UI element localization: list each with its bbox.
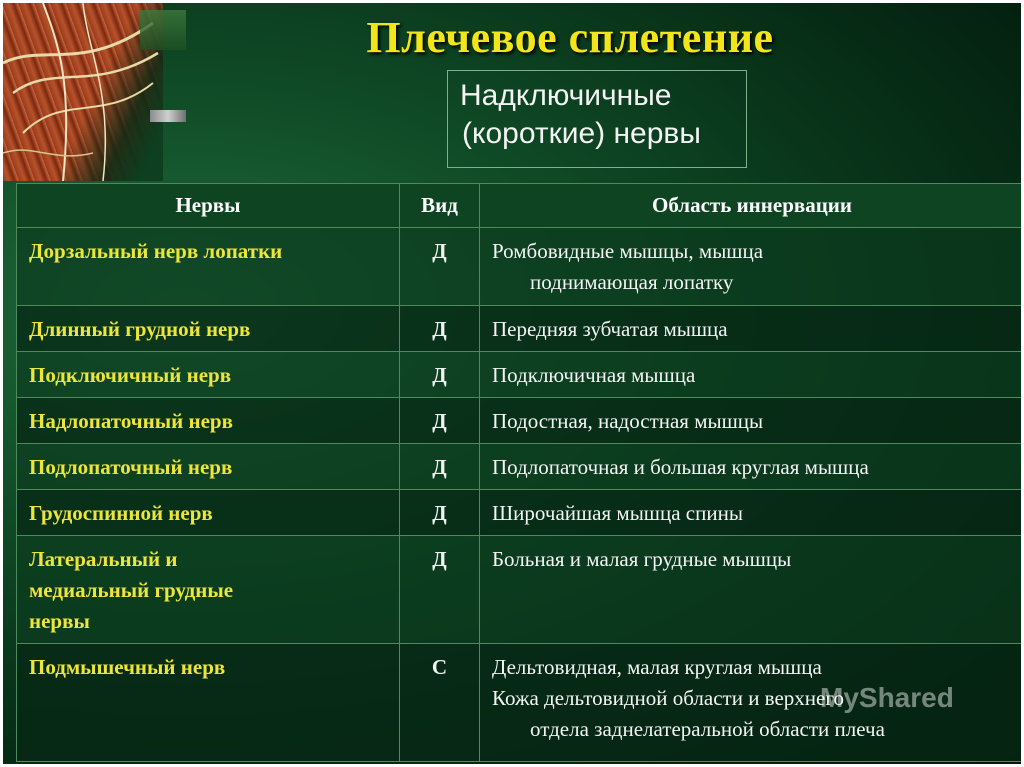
- innervation-area-line: Ромбовидные мышцы, мышца: [492, 239, 764, 263]
- nerve-name-line: Латеральный и: [29, 547, 178, 571]
- nerve-kind-cell: С: [400, 644, 480, 762]
- innervation-area-line: отдела заднелатеральной области плеча: [530, 717, 885, 741]
- innervation-area-line: Подлопаточная и большая круглая мышца: [492, 455, 869, 479]
- innervation-area-line: Широчайшая мышца спины: [492, 501, 743, 525]
- table-row: [17, 306, 1024, 352]
- nerve-name-cell: [17, 490, 400, 536]
- nerve-kind-cell: Д: [400, 306, 480, 352]
- innervation-area-line: Дельтовидная, малая круглая мышца: [492, 655, 822, 679]
- innervation-area-line: Кожа дельтовидной области и верхнего: [492, 686, 844, 710]
- table-row: [17, 228, 1024, 306]
- innervation-area-cell: [480, 306, 1024, 352]
- innervation-area-cell: [480, 444, 1024, 490]
- nerve-name-cell: [17, 644, 400, 762]
- header-kind: Вид: [400, 184, 480, 228]
- table-row: [17, 444, 1024, 490]
- innervation-area-line: Передняя зубчатая мышца: [492, 317, 728, 341]
- nerve-name-cell: [17, 536, 400, 644]
- watermark: MyShared: [820, 682, 954, 713]
- table-row: [17, 352, 1024, 398]
- nerve-illustration: [3, 3, 163, 181]
- nerve-name-cell: [17, 398, 400, 444]
- nerve-name-line: Подмышечный нерв: [29, 655, 226, 679]
- innervation-area-cell: [480, 398, 1024, 444]
- nerve-name-line: Грудоспинной нерв: [29, 501, 213, 525]
- table-row: [17, 398, 1024, 444]
- table-header-row: [17, 184, 1024, 228]
- nerve-name-line: Подключичный нерв: [29, 363, 232, 387]
- header-area: Область иннервации: [480, 184, 1024, 228]
- innervation-area-cell: [480, 352, 1024, 398]
- nerve-name-line: Надлопаточный нерв: [29, 409, 233, 433]
- header-nerves: Нервы: [17, 184, 400, 228]
- nerve-name-cell: [17, 228, 400, 306]
- nerve-name-cell: [17, 352, 400, 398]
- subtitle-line-1: Надключичные: [460, 79, 672, 112]
- nerve-name-line: Дорзальный нерв лопатки: [29, 239, 283, 263]
- nerve-kind-cell: Д: [400, 444, 480, 490]
- nerve-name-line: медиальный грудные: [29, 578, 234, 602]
- innervation-area-line: поднимающая лопатку: [530, 270, 734, 294]
- nerve-kind-cell: Д: [400, 536, 480, 644]
- nerves-table: [16, 183, 1024, 762]
- innervation-area-line: Подостная, надостная мышцы: [492, 409, 764, 433]
- slide-title: Плечевое сплетение: [366, 13, 774, 62]
- nerve-kind-cell: Д: [400, 398, 480, 444]
- innervation-area-line: Подключичная мышца: [492, 363, 696, 387]
- nerve-name-cell: [17, 444, 400, 490]
- innervation-area-cell: [480, 536, 1024, 644]
- nerve-name-line: Подлопаточный нерв: [29, 455, 233, 479]
- decor-bar: [150, 110, 186, 122]
- nerve-name-line: Длинный грудной нерв: [29, 317, 251, 341]
- innervation-area-line: Больная и малая грудные мышцы: [492, 547, 792, 571]
- nerve-kind-cell: Д: [400, 352, 480, 398]
- table-row: [17, 536, 1024, 644]
- nerve-kind-cell: Д: [400, 490, 480, 536]
- table-row: [17, 490, 1024, 536]
- anatomy-image: [3, 3, 163, 181]
- subtitle-box: [447, 70, 747, 168]
- innervation-area-cell: [480, 490, 1024, 536]
- innervation-area-cell: [480, 228, 1024, 306]
- subtitle-line-2: (короткие) нервы: [462, 117, 701, 150]
- nerve-kind-cell: Д: [400, 228, 480, 306]
- nerve-name-cell: [17, 306, 400, 352]
- nerve-name-line: нервы: [29, 609, 90, 633]
